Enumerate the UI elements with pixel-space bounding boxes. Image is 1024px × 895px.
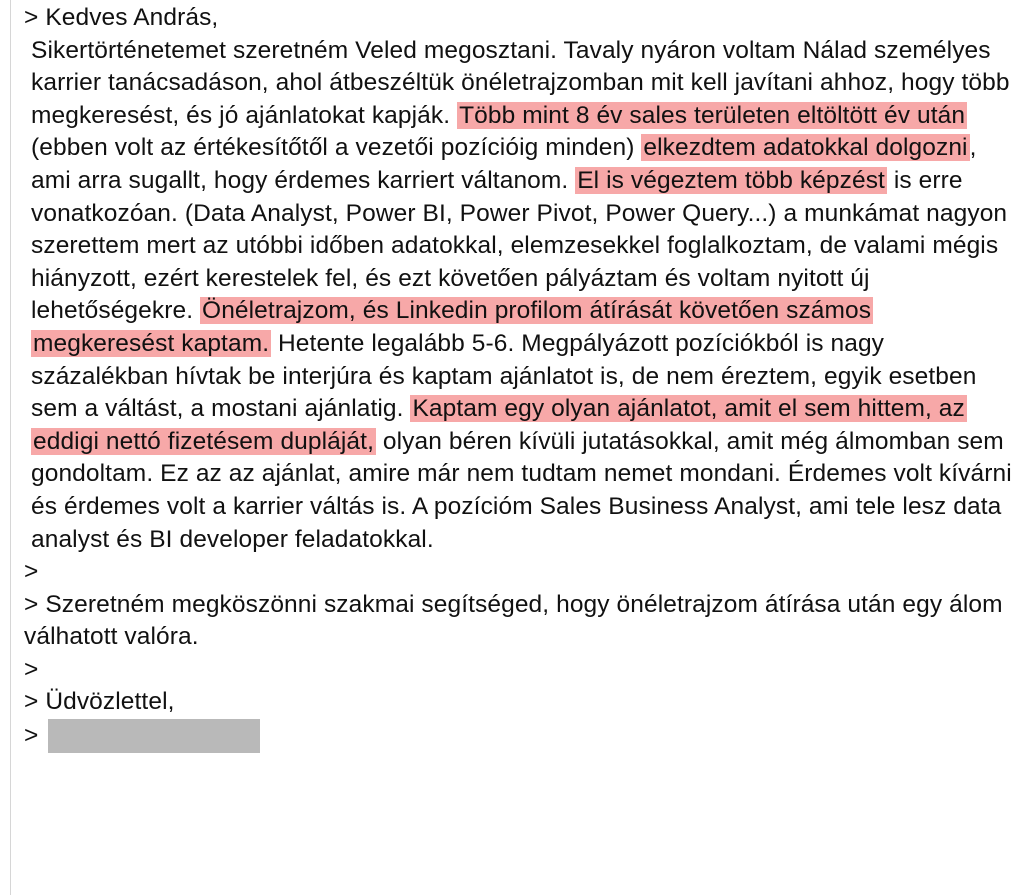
letter-body bbox=[24, 35, 1016, 557]
greeting: > Kedves András, bbox=[24, 4, 219, 31]
body-text: olyan béren kívüli jutatásokkal, amit még álmomban sem gondoltam. Ez az az ajánlat, amire már nem tudtam nemet mondani. Érdemes volt kívárni és érdemes volt a karrier váltás is. A pozícióm Sales Business Analyst, ami tele lesz data analyst és BI developer feladatokkal. bbox=[31, 427, 1012, 553]
highlighted-text: El is végeztem több képzést bbox=[577, 166, 885, 194]
body-text: (ebben volt az értékesítőtől a vezetői pozícióig minden) bbox=[31, 134, 642, 162]
quote-blank-line: > bbox=[24, 655, 39, 683]
quote-marker: > bbox=[24, 722, 39, 750]
body-text: Sikertörténetemet szeretném Veled megosztani. Tavaly nyáron voltam Nálad személyes karrier tanácsadáson, ahol átbeszéltük önéletrajzomban mit kell javítani ahhoz, hogy több megkeresést, és jó ajánlatokat kapják. bbox=[31, 36, 1010, 129]
highlighted-text: Kaptam egy olyan ajánlatot, amit el sem hittem, az eddigi nettó fizetésem dupláját, bbox=[33, 395, 965, 455]
body-text: Hetente legalább 5-6. Megpályázott pozíciókból is nagy százalékban hívtak be interjúra és kaptam ajánlatot is, de nem éreztem, egyik esetben sem a váltást, a mostani ajánlatig. bbox=[31, 329, 977, 423]
quote-blank-line: > bbox=[24, 558, 39, 586]
highlighted-text: elkezdtem adatokkal dolgozni bbox=[643, 134, 968, 162]
closing: > Üdvözlettel, bbox=[24, 688, 175, 716]
body-text: , ami arra sugallt, hogy érdemes karriert váltanom. bbox=[31, 134, 977, 194]
signature-line bbox=[24, 719, 1016, 753]
body-text: is erre vonatkozóan. (Data Analyst, Power BI, Power Pivot, Power Query...) a munkámat nagyon szerettem mert az utóbbi időben adatokkal, elemzesekkel foglalkoztam, de valami mégis hiányzott, ezért kerestelek fel, és ezt követően pályáztam és voltam nyitott új lehetőségekre. bbox=[31, 166, 1008, 325]
redacted-signature bbox=[48, 719, 260, 753]
quote-rule bbox=[10, 0, 11, 895]
thanks-paragraph: > Szeretném megköszönni szakmai segítséged, hogy önéletrajzom átírása után egy álom válhatott valóra. bbox=[24, 590, 1003, 651]
highlighted-text: Több mint 8 év sales területen eltöltött év után bbox=[459, 101, 966, 129]
email-letter bbox=[24, 2, 1016, 753]
highlighted-text: Önéletrajzom, és Linkedin profilom átírását követően számos megkeresést kaptam. bbox=[33, 297, 872, 357]
